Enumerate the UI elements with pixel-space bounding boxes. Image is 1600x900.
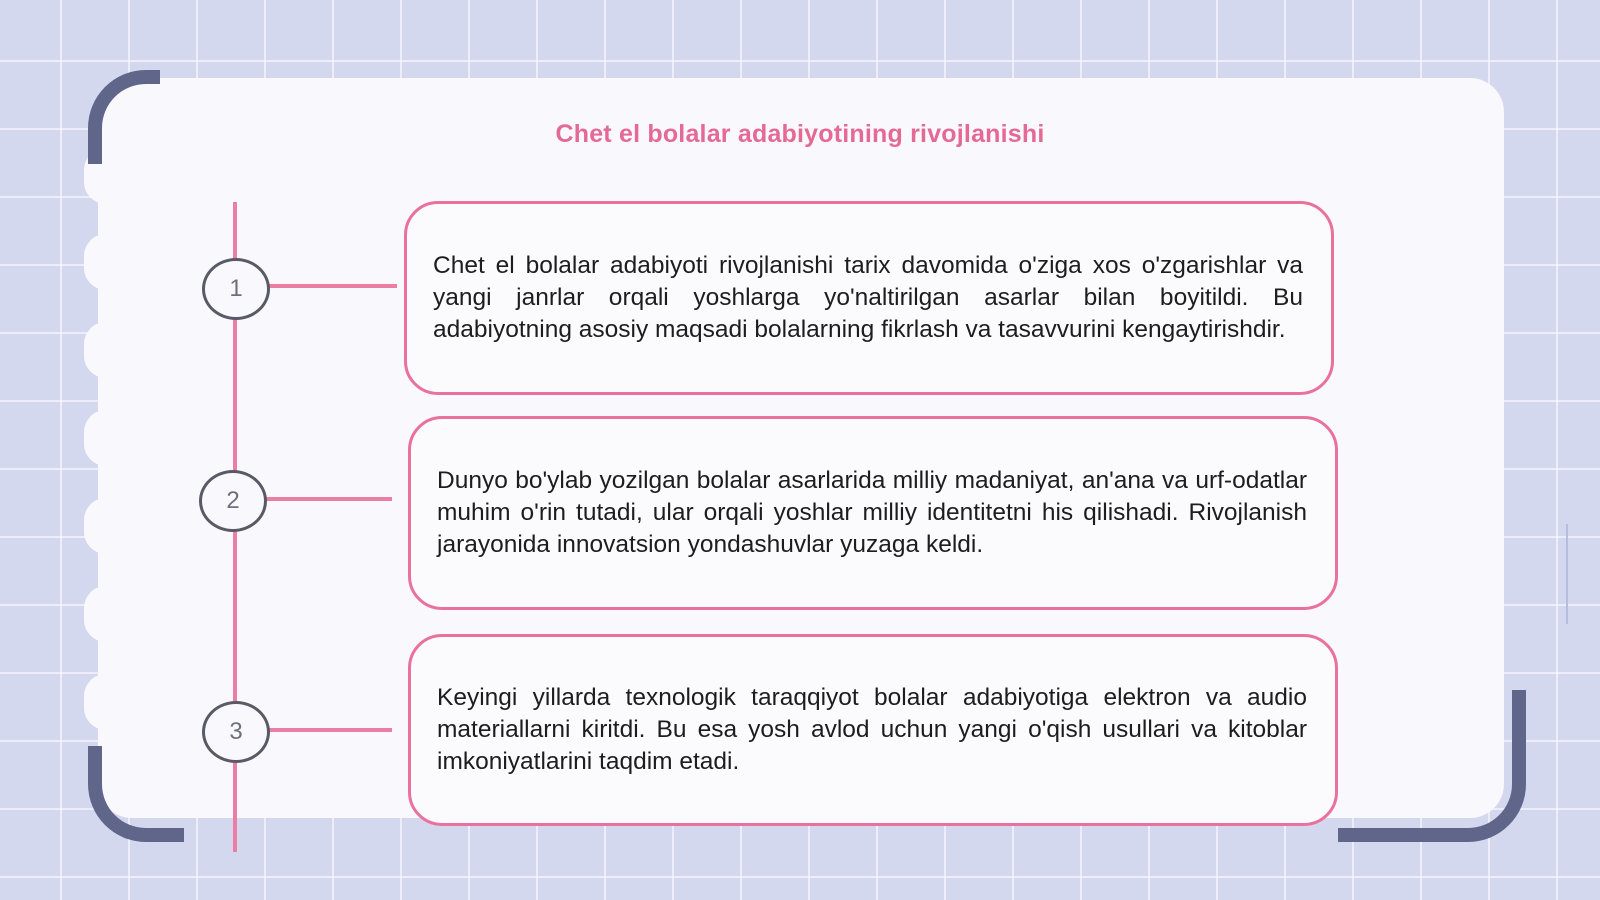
sheet-scallop (84, 234, 128, 290)
sheet-scallop (84, 410, 128, 466)
sheet-scallop (84, 674, 128, 730)
edge-tick (1566, 524, 1568, 624)
corner-bracket-bottom-right (1338, 690, 1526, 842)
timeline-connector (265, 728, 392, 732)
sheet-scallop (84, 498, 128, 554)
timeline-card-3 (408, 634, 1338, 826)
corner-bracket-top-left (88, 70, 160, 164)
timeline-connector (262, 497, 392, 501)
corner-bracket-bottom-left (88, 746, 184, 842)
timeline-node-number: 3 (229, 718, 243, 745)
sheet-scallop (84, 586, 128, 642)
slide-title: Chet el bolalar adabiyotining rivojlanishi (555, 120, 1045, 148)
sheet-scallop (84, 322, 128, 378)
timeline-connector (265, 284, 397, 288)
timeline-card-2 (408, 416, 1338, 610)
timeline-node-3 (202, 701, 270, 763)
timeline-card-text: Keyingi yillarda texnologik taraqqiyot bolalar adabiyotiga elektron va audio materiallarni kiritdi. Bu esa yosh avlod uchun yangi o'qish usullari va kitoblar imkoniyatlarini taqdim etadi. (437, 684, 1307, 775)
timeline-node-1 (202, 258, 270, 320)
timeline-card-text: Dunyo bo'ylab yozilgan bolalar asarlarida milliy madaniyat, an'ana va urf-odatlar muhim o'rin tutadi, ular orqali yoshlar milliy identitetni his qilishadi. Rivojlanish jarayonida innovatsion yondashuvlar yuzaga keldi. (437, 467, 1307, 558)
timeline-node-2 (199, 470, 267, 532)
timeline-card-1 (404, 201, 1334, 395)
timeline-card-text: Chet el bolalar adabiyoti rivojlanishi tarix davomida o'ziga xos o'zgarishlar va yangi janrlar orqali yoshlarga yo'naltirilgan asarlar bilan boyitildi. Bu adabiyotning asosiy maqsadi bolalarning fikrlash va tasavvurini kengaytirishdir. (433, 252, 1303, 343)
timeline-node-number: 1 (229, 275, 243, 302)
timeline-node-number: 2 (226, 487, 240, 514)
